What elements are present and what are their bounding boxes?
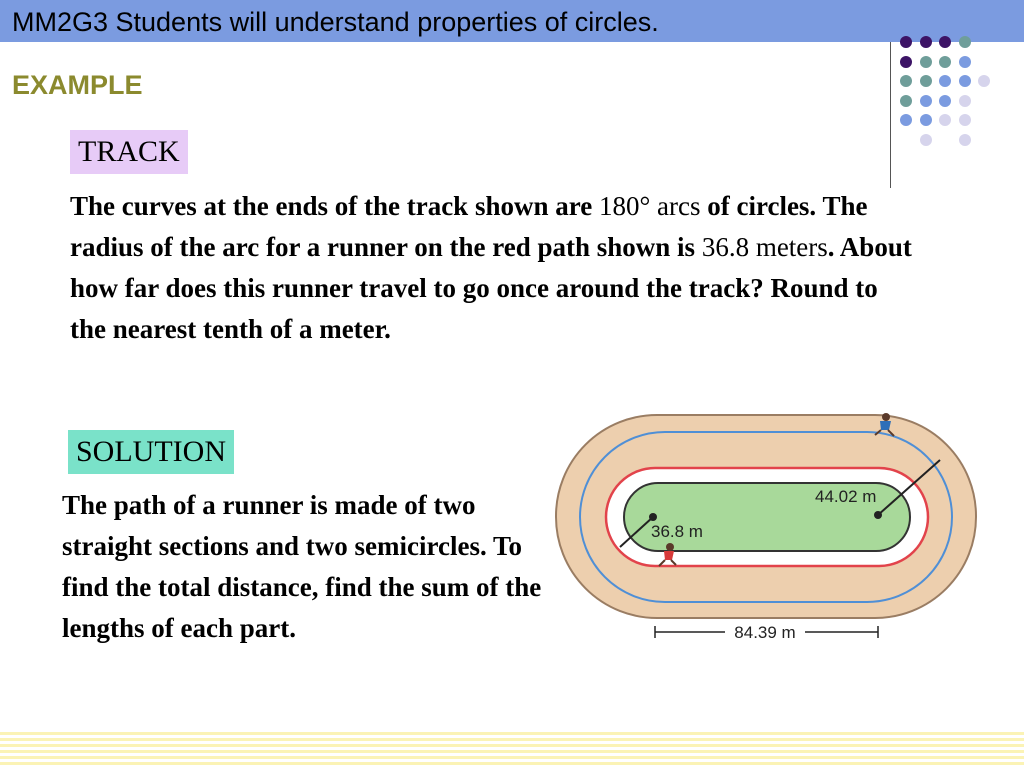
track-diagram: [553, 405, 983, 650]
footer-stripes: [0, 732, 1024, 768]
decorative-dot: [900, 56, 912, 68]
decorative-dot-grid: [900, 34, 1020, 164]
decorative-divider: [890, 42, 891, 188]
decorative-dot: [920, 56, 932, 68]
problem-part-5: . About how far does this runner travel to go once around the track? Round to the nearest tenth of a meter.: [70, 232, 912, 344]
inner-center-point: [649, 513, 657, 521]
track-figure: [553, 405, 983, 650]
decorative-dot: [939, 36, 951, 48]
problem-part-2: 180° arcs: [598, 191, 701, 221]
track-label: TRACK: [70, 130, 188, 174]
straight-length-label: 84.39 m: [734, 623, 796, 642]
outer-radius-label: 44.02 m: [815, 487, 877, 506]
decorative-dot: [959, 95, 971, 107]
decorative-dot: [939, 95, 951, 107]
decorative-dot: [939, 56, 951, 68]
inner-radius-label: 36.8 m: [651, 522, 703, 541]
decorative-dot: [900, 95, 912, 107]
decorative-dot: [920, 36, 932, 48]
decorative-dot: [900, 75, 912, 87]
problem-part-3: of circles. The radius of the arc for a runner on the red path shown is: [70, 191, 868, 262]
decorative-dot: [978, 75, 990, 87]
problem-part-1: The curves at the ends of the track shown are: [70, 191, 599, 221]
decorative-dot: [920, 95, 932, 107]
slide-title: MM2G3 Students will understand properties of circles.: [12, 7, 659, 37]
outer-center-point: [874, 511, 882, 519]
decorative-dot: [920, 134, 932, 146]
decorative-dot: [959, 114, 971, 126]
solution-text: The path of a runner is made of two straight sections and two semicircles. To find the total distance, find the sum of the lengths of each part.: [62, 490, 542, 643]
decorative-dot: [920, 75, 932, 87]
problem-text: [70, 186, 915, 350]
solution-label: SOLUTION: [68, 430, 234, 474]
decorative-dot: [920, 114, 932, 126]
problem-part-4: 36.8 meters: [701, 232, 828, 262]
decorative-dot: [900, 114, 912, 126]
decorative-dot: [959, 134, 971, 146]
decorative-dot: [939, 75, 951, 87]
decorative-dot: [959, 56, 971, 68]
decorative-dot: [939, 114, 951, 126]
decorative-dot: [900, 36, 912, 48]
title-bar: [0, 0, 1024, 42]
example-label: EXAMPLE: [12, 70, 143, 100]
decorative-dot: [959, 75, 971, 87]
decorative-dot: [959, 36, 971, 48]
